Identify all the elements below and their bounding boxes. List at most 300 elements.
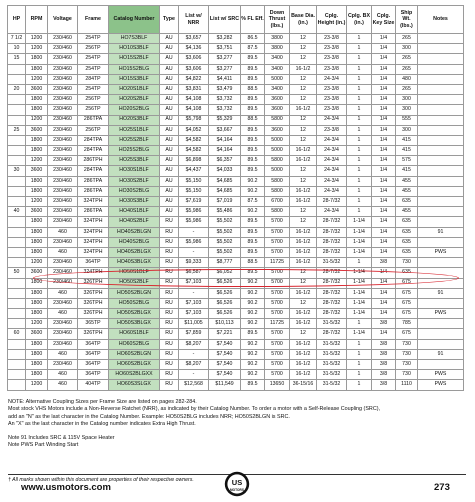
table-cell [418, 146, 464, 156]
table-row [8, 278, 464, 288]
table-cell: 12 [290, 135, 317, 145]
table-cell: 3/8 [372, 339, 396, 349]
table-cell: 12 [290, 278, 317, 288]
table-cell [8, 298, 26, 308]
column-header: HP [8, 6, 26, 34]
table-cell: 256TP [78, 105, 109, 115]
table-cell: 40 [8, 207, 26, 217]
table-cell: $6,526 [209, 298, 241, 308]
table-cell: $4,164 [209, 146, 241, 156]
table-cell: 3/8 [372, 349, 396, 359]
table-cell: 365TP [78, 319, 109, 329]
table-cell: 12 [290, 268, 317, 278]
table-cell: 635 [396, 217, 418, 227]
table-cell: 230/460 [48, 360, 78, 370]
table-cell: 1-1/4 [347, 329, 372, 339]
table-cell: 31-5/32 [317, 360, 347, 370]
table-cell: AU [160, 197, 179, 207]
table-cell: 265 [396, 84, 418, 94]
table-cell: $8,207 [179, 360, 209, 370]
table-cell: 1800 [26, 360, 48, 370]
table-cell: 1/4 [372, 288, 396, 298]
table-row [8, 84, 464, 94]
table-cell: 1200 [26, 34, 48, 44]
table-cell: 230/460 [48, 125, 78, 135]
table-cell: 1/4 [372, 207, 396, 217]
table-cell: HO60S2BLGX [109, 360, 160, 370]
table-cell: $7,540 [209, 339, 241, 349]
table-cell: 24-3/4 [317, 166, 347, 176]
column-header: Cplg. BX (in.) [347, 6, 372, 34]
table-cell: 5700 [265, 309, 290, 319]
table-cell: 16-1/2 [290, 360, 317, 370]
table-cell: 16-1/2 [290, 105, 317, 115]
table-cell: 5800 [265, 207, 290, 217]
table-cell: 256TP [78, 95, 109, 105]
table-cell: 16-1/2 [290, 370, 317, 380]
table-cell [418, 34, 464, 44]
table-cell [8, 247, 26, 257]
table-cell: 16-1/2 [290, 227, 317, 237]
table-cell: 16-1/2 [290, 288, 317, 298]
table-row [8, 115, 464, 125]
table-cell: 1800 [26, 339, 48, 349]
table-cell: 730 [396, 339, 418, 349]
table-cell: 324TPH [78, 217, 109, 227]
page-number: 273 [434, 482, 450, 493]
table-cell: 300 [396, 125, 418, 135]
table-cell: $4,033 [209, 166, 241, 176]
table-cell: 1110 [396, 380, 418, 390]
table-cell: 284TPA [78, 135, 109, 145]
table-cell: $11,005 [179, 319, 209, 329]
table-cell: 90.2 [241, 339, 265, 349]
table-cell: $4,411 [209, 74, 241, 84]
table-cell: 23-3/8 [317, 54, 347, 64]
table-cell: 5700 [265, 370, 290, 380]
table-cell [418, 176, 464, 186]
table-cell: 11725 [265, 319, 290, 329]
table-cell: HO50S2BLGN [109, 288, 160, 298]
table-cell: 89.5 [241, 125, 265, 135]
table-cell: 324TPH [78, 227, 109, 237]
table-cell: - [179, 288, 209, 298]
table-cell: 88.5 [241, 84, 265, 94]
website-link[interactable]: www.usmotors.com [21, 482, 111, 493]
table-cell: 254TP [78, 54, 109, 64]
table-cell: 5800 [265, 115, 290, 125]
table-cell [418, 95, 464, 105]
column-header: Cplg. Key Size [372, 6, 396, 34]
table-cell: $4,582 [179, 146, 209, 156]
table-cell: 230/460 [48, 217, 78, 227]
table-cell: 1-1/4 [347, 247, 372, 257]
table-row [8, 166, 464, 176]
table-cell: $4,685 [209, 186, 241, 196]
table-cell: $3,667 [209, 125, 241, 135]
table-cell [418, 115, 464, 125]
table-cell [8, 95, 26, 105]
table-cell: AU [160, 166, 179, 176]
table-cell [8, 156, 26, 166]
table-cell: 23-3/8 [317, 125, 347, 135]
table-cell: $3,277 [209, 64, 241, 74]
table-cell [8, 309, 26, 319]
table-cell: 5700 [265, 349, 290, 359]
table-cell: 364TP [78, 370, 109, 380]
table-cell: 28-7/32 [317, 268, 347, 278]
table-cell: 1/4 [372, 95, 396, 105]
table-cell: 3600 [26, 207, 48, 217]
table-cell: $5,486 [209, 207, 241, 217]
table-cell: 31-5/32 [317, 380, 347, 390]
table-cell: 1/4 [372, 309, 396, 319]
table-cell: 28-7/32 [317, 309, 347, 319]
table-cell [418, 166, 464, 176]
table-cell: 230/460 [48, 278, 78, 288]
table-row [8, 95, 464, 105]
table-cell: HO50S1BLF [109, 268, 160, 278]
table-cell: 1800 [26, 217, 48, 227]
table-cell: 415 [396, 146, 418, 156]
table-cell [8, 360, 26, 370]
table-cell: HO60S2BLGN [109, 349, 160, 359]
table-cell: 3/8 [372, 380, 396, 390]
table-cell: 1/4 [372, 74, 396, 84]
table-cell: 12 [290, 207, 317, 217]
table-cell: 1/4 [372, 227, 396, 237]
table-cell: 23-3/8 [317, 64, 347, 74]
table-cell: 460 [48, 288, 78, 298]
table-cell: 1/4 [372, 44, 396, 54]
table-cell: 230/460 [48, 176, 78, 186]
table-cell [418, 74, 464, 84]
table-cell: 300 [396, 44, 418, 54]
table-cell: - [179, 349, 209, 359]
table-cell: $11,549 [209, 380, 241, 390]
table-cell: 460 [48, 370, 78, 380]
table-cell: $5,798 [179, 115, 209, 125]
table-cell: HO60S1BLF [109, 329, 160, 339]
table-cell: 1/4 [372, 54, 396, 64]
table-cell: 12 [290, 217, 317, 227]
table-cell: 230/460 [48, 95, 78, 105]
table-cell: 1 [347, 166, 372, 176]
table-cell: 1 [347, 360, 372, 370]
table-cell: 5000 [265, 74, 290, 84]
table-cell: 324TPH [78, 247, 109, 257]
table-cell: $4,685 [209, 176, 241, 186]
table-cell: 1/4 [372, 156, 396, 166]
table-cell: 364TP [78, 349, 109, 359]
table-cell: $7,221 [209, 329, 241, 339]
table-cell: 31-5/32 [317, 370, 347, 380]
table-cell: HO50S2BLGX [109, 309, 160, 319]
table-cell: 265 [396, 54, 418, 64]
table-cell: 1800 [26, 146, 48, 156]
table-cell: 13650 [265, 380, 290, 390]
table-cell: 1 [347, 54, 372, 64]
table-cell: 3400 [265, 64, 290, 74]
table-cell: 90.2 [241, 309, 265, 319]
table-cell: 324TPH [78, 268, 109, 278]
column-header: % FL Eff. [241, 6, 265, 34]
table-cell: 1800 [26, 95, 48, 105]
table-cell: 254TP [78, 64, 109, 74]
table-row [8, 207, 464, 217]
table-cell: 230/460 [48, 146, 78, 156]
table-cell: $5,502 [209, 237, 241, 247]
table-cell: 1200 [26, 44, 48, 54]
table-cell: $4,582 [179, 135, 209, 145]
table-cell: 1-1/4 [347, 309, 372, 319]
table-cell: RU [160, 339, 179, 349]
table-cell: PWS [418, 247, 464, 257]
table-cell: 1200 [26, 380, 48, 390]
table-cell: $7,540 [209, 370, 241, 380]
table-cell: $6,526 [209, 309, 241, 319]
table-cell: 1-1/4 [347, 298, 372, 308]
table-cell [418, 54, 464, 64]
table-row [8, 349, 464, 359]
table-cell: $10,113 [209, 319, 241, 329]
table-cell: 326TPH [78, 309, 109, 319]
table-cell: 480 [396, 74, 418, 84]
table-cell: HO25S2BLF [109, 135, 160, 145]
table-cell: 90.2 [241, 360, 265, 370]
table-cell: HO20S1BLF [109, 84, 160, 94]
table-cell: AU [160, 64, 179, 74]
table-cell: 256TP [78, 125, 109, 135]
table-cell: HO40S2BLF [109, 217, 160, 227]
table-cell: 5700 [265, 360, 290, 370]
table-cell: 1800 [26, 288, 48, 298]
column-header: Base Dia. (in.) [290, 6, 317, 34]
table-cell: 1800 [26, 227, 48, 237]
table-cell: 1/4 [372, 166, 396, 176]
table-cell: 12 [290, 176, 317, 186]
table-cell: 5800 [265, 186, 290, 196]
table-cell: PWS [418, 380, 464, 390]
table-cell: 24-3/4 [317, 176, 347, 186]
table-cell: 90.2 [241, 298, 265, 308]
table-cell: 364TP [78, 339, 109, 349]
table-cell: $7,103 [179, 278, 209, 288]
table-cell: 3600 [265, 95, 290, 105]
table-cell: RU [160, 349, 179, 359]
column-header: Frame [78, 6, 109, 34]
table-cell: $6,052 [209, 268, 241, 278]
table-cell: 89.5 [241, 135, 265, 145]
table-cell: 324TPH [78, 197, 109, 207]
table-cell: 1800 [26, 186, 48, 196]
table-cell: 5700 [265, 278, 290, 288]
table-cell [418, 217, 464, 227]
table-cell: 5700 [265, 288, 290, 298]
table-cell: 3800 [265, 44, 290, 54]
table-cell: 230/460 [48, 105, 78, 115]
table-cell: $5,150 [179, 186, 209, 196]
column-header: Down Thrust (lbs.) [265, 6, 290, 34]
table-cell: 284TPA [78, 166, 109, 176]
table-cell: 5000 [265, 135, 290, 145]
table-cell: 730 [396, 349, 418, 359]
table-cell: 230/460 [48, 207, 78, 217]
table-cell: $3,831 [179, 84, 209, 94]
table-cell: HO40S1BLF [109, 207, 160, 217]
table-cell: 230/460 [48, 258, 78, 268]
table-cell: AU [160, 95, 179, 105]
table-cell: 5700 [265, 217, 290, 227]
table-cell: 12 [290, 125, 317, 135]
table-cell: 1 [347, 146, 372, 156]
table-cell: 1 [347, 105, 372, 115]
table-cell: 24-3/4 [317, 186, 347, 196]
table-cell: 16-1/2 [290, 186, 317, 196]
table-cell: 326TPH [78, 329, 109, 339]
table-cell: RU [160, 309, 179, 319]
table-cell: HO60S2BLGXX [109, 370, 160, 380]
table-row [8, 135, 464, 145]
table-cell: 785 [396, 319, 418, 329]
table-cell: 31-5/32 [317, 258, 347, 268]
table-cell: 5700 [265, 329, 290, 339]
table-cell [8, 135, 26, 145]
table-cell: 404TP [78, 380, 109, 390]
table-cell: 90.2 [241, 176, 265, 186]
table-cell: 230/460 [48, 298, 78, 308]
table-cell: 1/4 [372, 186, 396, 196]
table-row-highlighted [8, 298, 464, 308]
table-cell: HO40S2BLG [109, 237, 160, 247]
table-cell [418, 84, 464, 94]
table-cell: $5,502 [209, 227, 241, 237]
table-cell: 91 [418, 227, 464, 237]
table-cell: 1200 [26, 258, 48, 268]
table-cell: $7,619 [179, 197, 209, 207]
table-cell: 89.5 [241, 74, 265, 84]
table-cell [8, 319, 26, 329]
table-cell: RU [160, 380, 179, 390]
table-cell: 730 [396, 258, 418, 268]
table-cell: 326TPH [78, 288, 109, 298]
table-row [8, 74, 464, 84]
table-cell: $5,502 [209, 217, 241, 227]
table-cell: AU [160, 34, 179, 44]
table-cell: $4,108 [179, 105, 209, 115]
table-cell [8, 349, 26, 359]
table-cell: 3600 [26, 268, 48, 278]
table-row [8, 186, 464, 196]
table-cell: 89.5 [241, 329, 265, 339]
table-cell: 635 [396, 227, 418, 237]
table-cell [8, 176, 26, 186]
table-cell: 20 [8, 84, 26, 94]
table-row [8, 54, 464, 64]
table-cell: 89.5 [241, 64, 265, 74]
table-cell: 230/460 [48, 115, 78, 125]
table-cell: 89.5 [241, 156, 265, 166]
table-cell: $4,052 [179, 125, 209, 135]
table-cell [418, 319, 464, 329]
table-cell: 25 [8, 125, 26, 135]
table-cell: HO15S2BLG [109, 64, 160, 74]
column-header: Voltage [48, 6, 78, 34]
table-cell: 1-1/4 [347, 268, 372, 278]
table-cell: 460 [48, 380, 78, 390]
table-cell: 28-7/32 [317, 247, 347, 257]
table-cell: 1/4 [372, 176, 396, 186]
table-cell: AU [160, 125, 179, 135]
table-cell: 230/460 [48, 319, 78, 329]
table-cell [418, 329, 464, 339]
table-cell: 12 [290, 84, 317, 94]
table-cell: $7,540 [209, 349, 241, 359]
table-cell: 89.5 [241, 247, 265, 257]
table-cell: 230/460 [48, 54, 78, 64]
table-cell: 24-3/4 [317, 207, 347, 217]
table-cell: 1/4 [372, 268, 396, 278]
table-cell: HO15S2BLF [109, 54, 160, 64]
table-row [8, 64, 464, 74]
table-cell [418, 186, 464, 196]
table-cell: 60 [8, 329, 26, 339]
column-header: List w/ SRC [209, 6, 241, 34]
table-cell: AU [160, 44, 179, 54]
table-cell: HO25S1BLF [109, 125, 160, 135]
column-header: Catalog Number [109, 6, 160, 34]
table-cell: $7,859 [179, 329, 209, 339]
table-cell: 675 [396, 329, 418, 339]
table-cell: 90.2 [241, 370, 265, 380]
table-cell: $3,606 [179, 64, 209, 74]
table-cell: 1 [347, 156, 372, 166]
table-cell: 28-7/32 [317, 278, 347, 288]
table-cell: 10 [8, 44, 26, 54]
table-cell: RU [160, 298, 179, 308]
table-cell: $4,164 [209, 135, 241, 145]
table-row [8, 217, 464, 227]
table-cell: 300 [396, 105, 418, 115]
table-cell: 36-15/16 [290, 380, 317, 390]
table-cell: 16-1/2 [290, 197, 317, 207]
column-header: Notes [418, 6, 464, 34]
table-cell [8, 227, 26, 237]
table-cell [8, 74, 26, 84]
table-cell: 16-1/2 [290, 156, 317, 166]
table-row [8, 380, 464, 390]
table-cell: HO50S2BLF [109, 278, 160, 288]
table-cell: 1 [347, 84, 372, 94]
table-cell: 12 [290, 329, 317, 339]
table-row [8, 370, 464, 380]
table-cell: HO30S2BLG [109, 186, 160, 196]
table-cell: RU [160, 258, 179, 268]
table-cell: 730 [396, 370, 418, 380]
table-cell: 1 [347, 176, 372, 186]
table-cell [8, 64, 26, 74]
table-cell: 1/4 [372, 217, 396, 227]
table-cell: 28-7/32 [317, 329, 347, 339]
table-cell: 1200 [26, 74, 48, 84]
table-cell: 1800 [26, 298, 48, 308]
table-cell: 230/460 [48, 64, 78, 74]
table-cell: 284TPA [78, 146, 109, 156]
table-cell: 265 [396, 64, 418, 74]
table-cell: RU [160, 370, 179, 380]
table-cell: AU [160, 207, 179, 217]
table-cell: 1800 [26, 370, 48, 380]
